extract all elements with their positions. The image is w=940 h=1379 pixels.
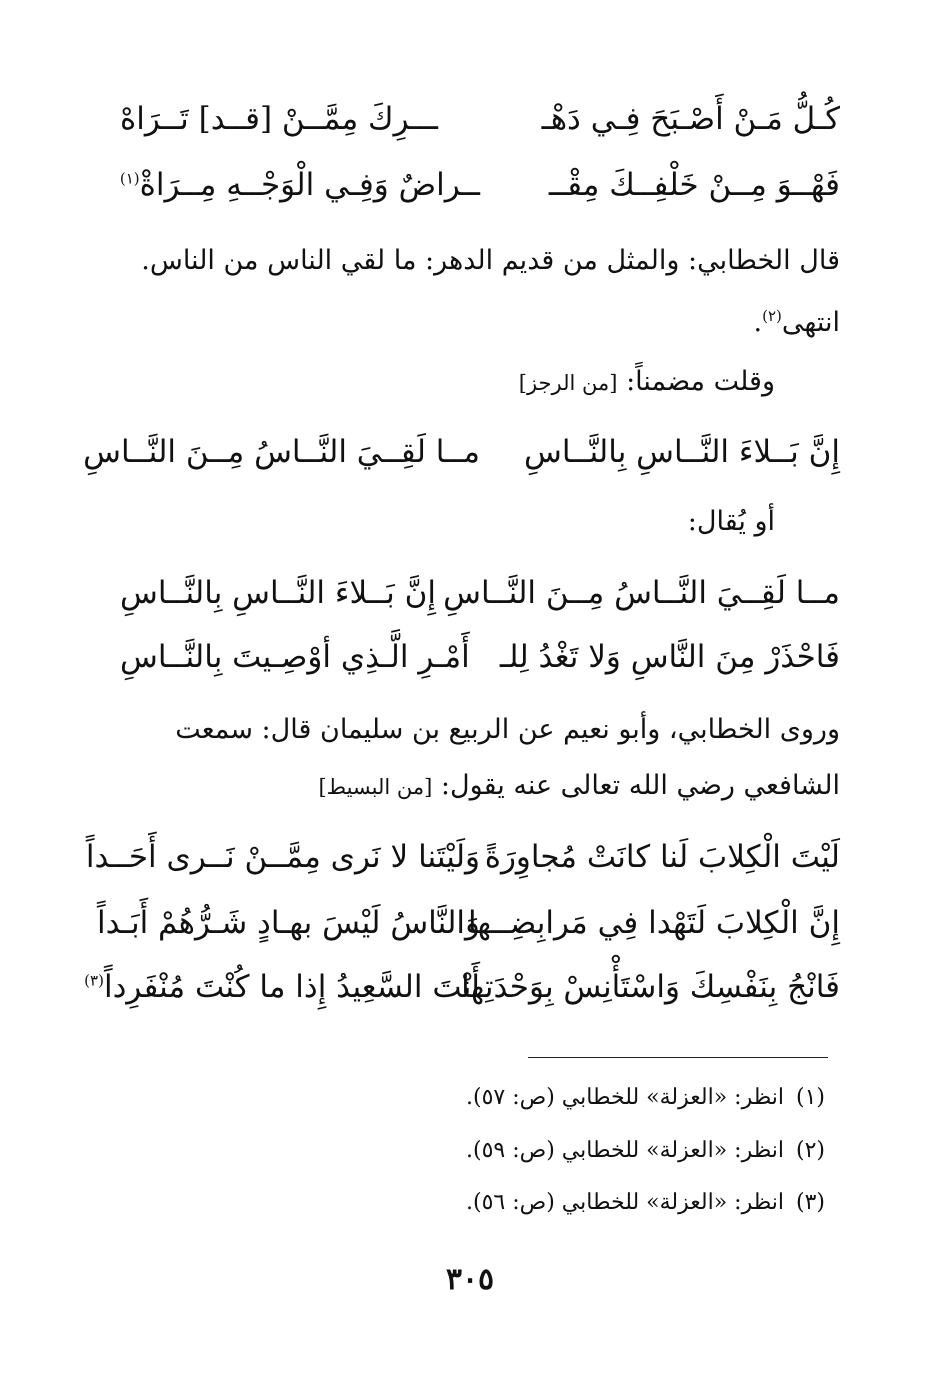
prose-text: انتهى xyxy=(781,307,840,338)
page-number: ٣٠٥ xyxy=(445,1262,495,1297)
footnote xyxy=(325,1131,825,1171)
verse-second-hemistich xyxy=(84,957,480,1017)
verse-second-hemistich: إِنَّ بَــلاءَ النَّــاسِ بِالنَّــاسِ xyxy=(120,575,436,611)
verse-line xyxy=(120,89,840,149)
footnote xyxy=(325,1183,825,1223)
verse-first-hemistich: فَاحْذَرْ مِنَ النَّاسِ وَلا تَغْدُ لِلـ xyxy=(499,639,840,675)
verse-line xyxy=(120,627,840,687)
verse-first-hemistich: لَيْتَ الْكِلابَ لَنا كانَتْ مُجاوِرَةً xyxy=(484,839,840,875)
footnote-number: (٣) xyxy=(795,1190,825,1215)
verse-line xyxy=(84,957,840,1017)
footnote-text: انظر: «العزلة» للخطابي (ص: ٥٩). xyxy=(465,1138,784,1163)
prose-line: وروى الخطابي، وأبو نعيم عن الربيع بن سليمان قال: سمعت xyxy=(175,714,840,745)
prose-period: . xyxy=(753,307,763,338)
verse-first-hemistich: إِنَّ بَــلاءَ النَّــاسِ بِالنَّــاسِ xyxy=(524,434,840,470)
verse-second-hemistich: وَلَيْتَنا لا نَرى مِمَّــنْ نَــرى أَحَــداً xyxy=(85,839,480,875)
verse-second-hemistich-text: أَنْتَ السَّعِيدُ إِذا ما كُنْتَ مُنْفَرِداً xyxy=(103,969,480,1005)
footnote-number: (١) xyxy=(795,1085,825,1110)
verse-first-hemistich: مــا لَقِــيَ النَّــاسُ مِــنَ النَّــاسِ xyxy=(443,575,840,611)
verse-second-hemistich: وَالنَّاسُ لَيْسَ بهـادٍ شَـرُّهُمْ أَبَـداً xyxy=(96,905,480,941)
verse-second-hemistich-text: ــراضٌ وَفِـي الْوَجْــهِ مِــرَاةْ xyxy=(139,167,480,203)
verse-second-hemistich xyxy=(120,155,480,215)
footnote-text: انظر: «العزلة» للخطابي (ص: ٥٦). xyxy=(465,1190,784,1215)
footnote-text: انظر: «العزلة» للخطابي (ص: ٥٧). xyxy=(465,1085,784,1110)
prose-line xyxy=(318,766,840,807)
prose-text: الشافعي رضي الله تعالى عنه يقول: xyxy=(440,770,840,801)
verse-second-hemistich: ـــرِكَ مِمَّــنْ [قــد] تَــرَاهْ xyxy=(120,101,438,137)
footnote-separator xyxy=(528,1057,828,1058)
verse-line xyxy=(120,563,840,623)
prose-line xyxy=(120,303,840,343)
verse-line xyxy=(85,827,840,887)
footnote-number: (٢) xyxy=(795,1138,825,1163)
footnote-marker: (٣) xyxy=(84,971,104,990)
prose-line: قال الخطابي: والمثل من قديم الدهر: ما لقي الناس من الناس. xyxy=(141,245,840,276)
footnote xyxy=(325,1078,825,1118)
section-intro: أو يُقال: xyxy=(687,506,775,537)
meter-label: [من الرجز] xyxy=(518,371,618,395)
verse-second-hemistich: أَمْـرِ الَّـذِي أوْصِـيتَ بِالنَّــاسِ xyxy=(120,639,470,675)
footnote-marker: (١) xyxy=(119,169,140,188)
verse-first-hemistich: كُـلُّ مَـنْ أَصْـبَحَ فِـي دَهْـ xyxy=(541,101,840,137)
verse-first-hemistich: إِنَّ الْكِلابَ لَتَهْدا فِي مَرابِضِــها xyxy=(467,905,840,941)
verse-line xyxy=(96,893,840,953)
verse-first-hemistich: فَانْجُ بِنَفْسِكَ وَاسْتَأْنِسْ بِوَحْدَتِها xyxy=(461,969,840,1005)
verse-line xyxy=(83,422,840,482)
footnote-marker: (٢) xyxy=(762,307,782,325)
meter-label: [من البسيط] xyxy=(318,775,433,799)
verse-first-hemistich: فَهْــوَ مِــنْ خَلْفِــكَ مِقْــ xyxy=(548,167,840,203)
intro-text: وقلت مضمناً: xyxy=(626,366,775,397)
section-intro xyxy=(519,362,775,403)
verse-line xyxy=(120,155,840,215)
verse-second-hemistich: مــا لَقِــيَ النَّــاسُ مِــنَ النَّــاسِ xyxy=(83,434,480,470)
